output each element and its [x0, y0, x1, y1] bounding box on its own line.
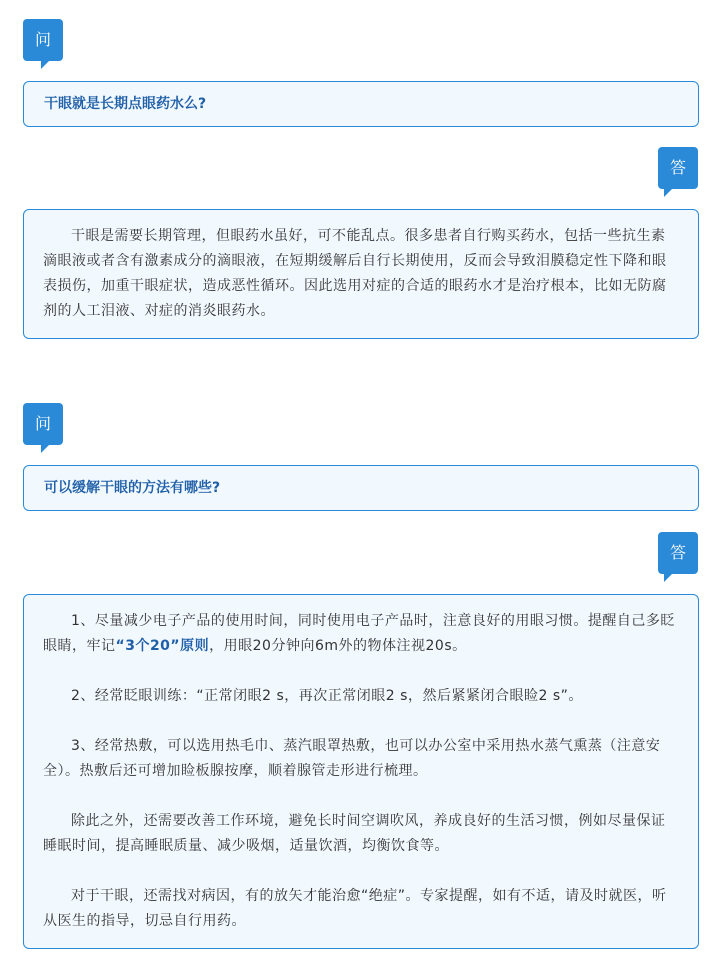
answer-badge-1: 答	[658, 147, 698, 189]
question-badge-1: 问	[23, 19, 63, 61]
rule-3-20-highlight: “3个20”原则	[115, 638, 210, 654]
answer-box-2	[23, 594, 699, 949]
answer-paragraph-5: 对于干眼，还需找对病因，有的放矢才能治愈“绝症”。专家提醒，如有不适，请及时就医，听从医生的指导，切忌自行用药。	[43, 888, 667, 929]
answer-paragraph-4: 除此之外，还需要改善工作环境，避免长时间空调吹风，养成良好的生活习惯，例如尽量保证睡眠时间，提高睡眠质量、减少吸烟，适量饮酒，均衡饮食等。	[43, 813, 666, 854]
answer-paragraph-2: 2、经常眨眼训练：“正常闭眼2 s，再次正常闭眼2 s，然后紧紧闭合眼睑2 s”。	[71, 688, 583, 704]
answer-paragraph-1-start: 1、尽量减少电子产品的使用时间，同时使用电子产品时，注意良好的用眼习惯。提醒自己多眨眼睛，牢记	[43, 613, 675, 654]
question-text-2: 可以缓解干眼的方法有哪些?	[44, 480, 221, 496]
question-text-1: 干眼就是长期点眼药水么?	[44, 96, 207, 112]
question-box-2	[23, 465, 699, 511]
answer-paragraph-1-end: ，用眼20分钟向6m外的物体注视20s。	[209, 638, 467, 654]
answer-paragraph-3: 3、经常热敷，可以选用热毛巾、蒸汽眼罩热敷，也可以办公室中采用热水蒸气熏蒸（注意安全）。热敷后还可增加睑板腺按摩，顺着腺管走形进行梳理。	[43, 738, 661, 779]
answer-badge-2: 答	[658, 532, 698, 574]
question-badge-2: 问	[23, 403, 63, 445]
question-box-1	[23, 81, 699, 127]
answer-paragraph-1	[43, 609, 679, 659]
answer-text-1: 干眼是需要长期管理，但眼药水虽好，可不能乱点。很多患者自行购买药水，包括一些抗生素滴眼液或者含有激素成分的滴眼液，在短期缓解后自行长期使用，反而会导致泪膜稳定性下降和眼表损伤，加重干眼症状，造成恶性循环。因此选用对症的合适的眼药水才是治疗根本，比如无防腐剂的人工泪液、对症的消炎眼药水。	[43, 228, 667, 319]
answer-box-1	[23, 209, 699, 339]
